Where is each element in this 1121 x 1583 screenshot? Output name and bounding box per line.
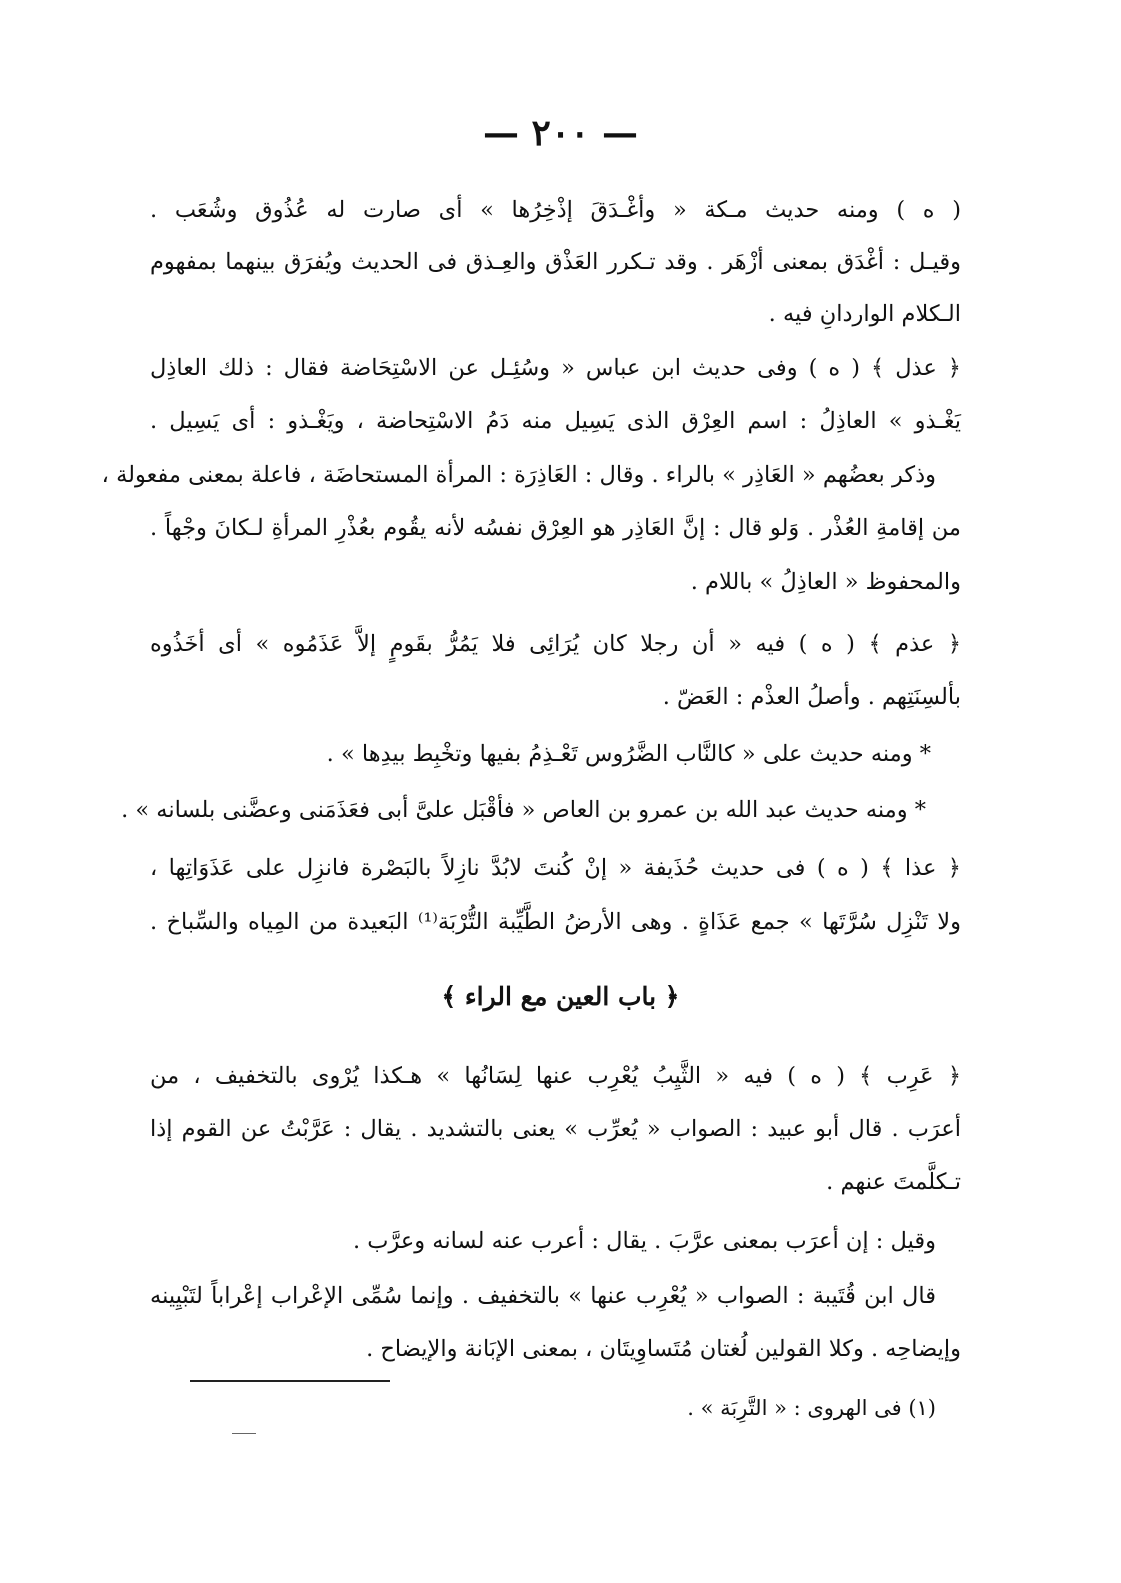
text-line: ﴿ عذم ﴾ ( ه ) فيه « أن رجلا كان يُرَائِى فلا يَمُرُّ بقَومٍ إلاَّ عَذَمُوه » أى أخَذُوه [150, 631, 961, 657]
text-line: * ومنه حديث على « كالنَّاب الضَّرُوس تَعْـذِمُ بفيها وتخْبِط بيدِها » . [326, 741, 931, 767]
text-line: ( ه ) ومنه حديث مـكة « وأغْـدَقَ إذْخِرُها » أى صارت له عُذُوق وشُعَب . [150, 197, 961, 223]
text-line: أعرَب . قال أبو عبيد : الصواب « يُعرِّب » يعنى بالتشديد . يقال : عَرَّبْتُ عن القوم إذا [150, 1116, 961, 1142]
text-line: يَغْـذو » العاذِلُ : اسم العِرْق الذى يَسِيل منه دَمُ الاسْتِحاضة ، ويَغْـذو : أى يَسِيل . [150, 408, 961, 434]
text-line: ﴿ عذا ﴾ ( ه ) فى حديث حُذَيفة « إنْ كُنتَ لابُدَّ نازِلاً بالبَصْرة فانزِل على عَذَوَاتِها ، [150, 855, 961, 881]
text-line: وإيضاحِه . وكلا القولين لُغتان مُتَساوِيتَان ، بمعنى الإبَانة والإيضاح . [366, 1336, 961, 1362]
text-line: وقيـل : أغْدَق بمعنى أزْهَر . وقد تـكرر العَذْق والعِـذق فى الحديث ويُفرَق بينهما بمفهوم [150, 249, 961, 275]
text-line: قال ابن قُتَيبة : الصواب « يُعْرِب عنها » بالتخفيف . وإنما سُمِّى الإعْراب إعْراباً لتَبْيِينه [150, 1283, 936, 1309]
text-line: ﴿ عَرِب ﴾ ( ه ) فيه « الثَّيِبُ يُعْرِب عنها لِسَانُها » هـكذا يُرْوى بالتخفيف ، من [150, 1063, 961, 1089]
text-line: والمحفوظ « العاذِلُ » باللام . [690, 569, 961, 595]
footnote-divider [190, 1380, 390, 1382]
text-line: ولا تَنْزِل سُرَّتَها » جمع عَذَاةٍ . وهى الأرضُ الطَّيِّبة التُّرْبَة⁽¹⁾ البَعيدة من المِياه والسِّباخ . [150, 909, 961, 935]
text-line: من إقامةِ العُذْر . وَلو قال : إنَّ العَاذِر هو العِرْق نفسُه لأنه يقُوم بعُذْرِ المرأةِ لـكانَ وجْهاً . [150, 515, 961, 541]
text-line: وقيل : إن أعرَب بمعنى عرَّبَ . يقال : أعرب عنه لسانه وعرَّب . [352, 1228, 936, 1254]
scan-mark [232, 1433, 256, 1434]
text-line: الـكلام الواردانِ فيه . [768, 301, 961, 327]
text-line: ﴿ عذل ﴾ ( ه ) وفى حديث ابن عباس « وسُئِـل عن الاسْتِحَاضة فقال : ذلك العاذِل [150, 355, 961, 381]
text-line: * ومنه حديث عبد الله بن عمرو بن العاص « فأقْبَل علىَّ أبى فعَذَمَنى وعضَّنى بلسانه » . [121, 797, 926, 823]
footnote: (١) فى الهروى : « التَّرِبَة » . [687, 1396, 936, 1420]
text-line: بألسِنَتِهم . وأصلُ العذْم : العَضّ . [662, 684, 961, 710]
section-heading: ﴿ باب العين مع الراء ﴾ [441, 982, 680, 1011]
text-line: وذكر بعضُهم « العَاذِر » بالراء . وقال : العَاذِرَة : المرأة المستحاضَة ، فاعلة بمعنى مفعولة ، [101, 462, 936, 488]
page-number: — ٢٠٠ — [482, 112, 639, 154]
text-line: تـكلَّمتَ عنهم . [826, 1169, 961, 1195]
